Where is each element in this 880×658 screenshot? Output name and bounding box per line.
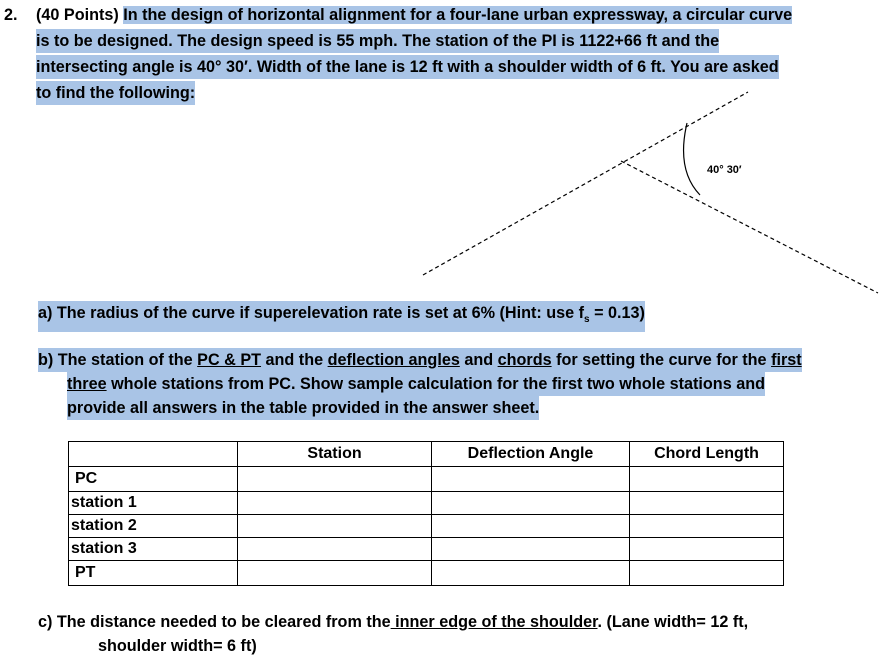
pc-chord-cell[interactable] bbox=[630, 467, 784, 492]
part-c-line-2: shoulder width= 6 ft) bbox=[98, 637, 257, 655]
statement-text-1: In the design of horizontal alignment for a four-lane urban expressway, a circular curve bbox=[123, 6, 793, 24]
part-c-line-1: c) The distance needed to be cleared from the inner edge of the shoulder. (Lane width= 12 ft, bbox=[38, 613, 749, 631]
pc-station-cell[interactable] bbox=[238, 467, 432, 492]
problem-number: 2. bbox=[4, 6, 18, 24]
table-row bbox=[69, 538, 784, 561]
station2-station-cell[interactable] bbox=[238, 515, 432, 538]
part-b-line-3: provide all answers in the table provided in the answer sheet. bbox=[67, 396, 539, 420]
forward-tangent-line bbox=[621, 161, 878, 293]
pt-deflection-cell[interactable] bbox=[432, 561, 630, 586]
pt-station-cell[interactable] bbox=[238, 561, 432, 586]
table-row bbox=[69, 561, 784, 586]
problem-points: (40 Points) bbox=[36, 6, 119, 24]
table-row bbox=[69, 492, 784, 515]
part-b-line-2: three whole stations from PC. Show sample calculation for the first two whole stations and bbox=[67, 372, 765, 396]
intersection-angle-arc bbox=[684, 123, 700, 195]
table-header-blank bbox=[69, 442, 238, 467]
answer-table bbox=[68, 441, 784, 586]
part-a-text: a) The radius of the curve if superelevation rate is set at 6% (Hint: use $f_s = 0.13$) bbox=[38, 301, 645, 332]
station2-deflection-cell[interactable] bbox=[432, 515, 630, 538]
problem-statement-line-3: intersecting angle is 40° 30′. Width of the lane is 12 ft with a shoulder width of 6 ft. You are asked bbox=[36, 55, 779, 79]
row-label-pc: PC bbox=[69, 467, 238, 492]
table-header-deflection-angle: Deflection Angle bbox=[432, 442, 630, 467]
table-row bbox=[69, 467, 784, 492]
row-label-pt: PT bbox=[69, 561, 238, 586]
station1-chord-cell[interactable] bbox=[630, 492, 784, 515]
problem-statement-line-4: to find the following: bbox=[36, 81, 195, 105]
back-tangent-line bbox=[423, 92, 748, 275]
station3-station-cell[interactable] bbox=[238, 538, 432, 561]
station3-deflection-cell[interactable] bbox=[432, 538, 630, 561]
row-label-station-3: station 3 bbox=[69, 538, 238, 561]
pt-chord-cell[interactable] bbox=[630, 561, 784, 586]
table-header-station: Station bbox=[238, 442, 432, 467]
pc-deflection-cell[interactable] bbox=[432, 467, 630, 492]
row-label-station-1: station 1 bbox=[69, 492, 238, 515]
row-label-station-2: station 2 bbox=[69, 515, 238, 538]
alignment-figure bbox=[0, 0, 880, 300]
table-header-chord-length: Chord Length bbox=[630, 442, 784, 467]
problem-statement-line-2: is to be designed. The design speed is 55 mph. The station of the PI is 1122+66 ft and the bbox=[36, 29, 719, 53]
station1-deflection-cell[interactable] bbox=[432, 492, 630, 515]
station3-chord-cell[interactable] bbox=[630, 538, 784, 561]
table-header-row bbox=[69, 442, 784, 467]
station1-station-cell[interactable] bbox=[238, 492, 432, 515]
table-row bbox=[69, 515, 784, 538]
angle-label: 40° 30′ bbox=[707, 164, 742, 176]
station2-chord-cell[interactable] bbox=[630, 515, 784, 538]
part-b-line-1: b) The station of the PC & PT and the deflection angles and chords for setting the curve for the first bbox=[38, 348, 802, 372]
